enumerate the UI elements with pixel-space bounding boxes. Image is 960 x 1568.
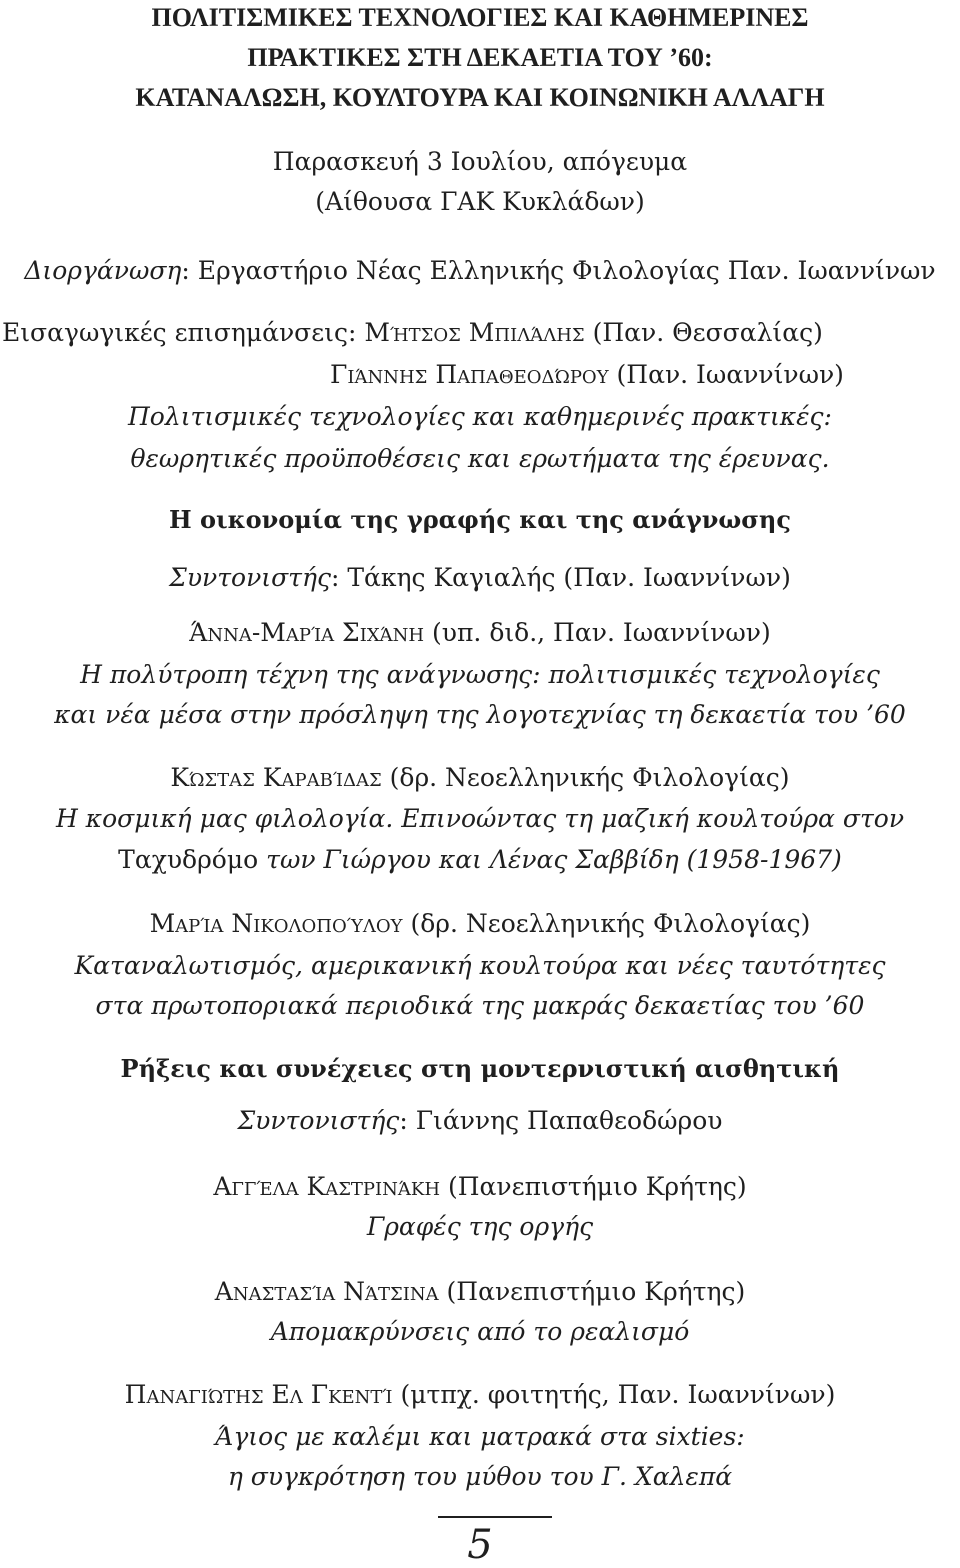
intro-speaker-2-name: Γιάννης Παπαθεοδώρου <box>330 360 609 389</box>
section-1-coordinator <box>0 562 960 594</box>
section-2-coordinator-text: : Γιάννης Παπαθεοδώρου <box>399 1106 723 1135</box>
talk-5-title: Απομακρύνσεις από το ρεαλισμό <box>270 1317 690 1346</box>
talk-2-affiliation: (δρ. Νεοελληνικής Φιλολογίας) <box>381 763 790 792</box>
talk-3-speaker: Μαρία Νικολοπούλου <box>149 909 403 938</box>
talk-5-speaker: Αναστασία Νάτσινα <box>214 1277 439 1306</box>
talk-3-title-line-2: στα πρωτοποριακά περιοδικά της μακράς δεκαετίας του ’60 <box>95 991 865 1020</box>
talk-1-speaker: Άννα-Μαρία Σιχάνη <box>189 618 425 647</box>
talk-1-affiliation: (υπ. διδ., Παν. Ιωαννίνων) <box>424 618 771 647</box>
talk-4-title: Γραφές της οργής <box>366 1212 594 1241</box>
talk-2-title-rest: των Γιώργου και Λένας Σαββίδη (1958-1967) <box>258 845 842 874</box>
talk-4-affiliation: (Πανεπιστήμιο Κρήτης) <box>440 1172 747 1201</box>
section-2-heading: Ρήξεις και συνέχειες στη μοντερνιστική αισθητική <box>120 1054 840 1083</box>
intro-title-line-1: Πολιτισμικές τεχνολογίες και καθημερινές πρακτικές: <box>128 402 832 431</box>
section-2-coordinator-label: Συντονιστής <box>237 1106 400 1135</box>
talk-2-speaker-line <box>0 762 960 794</box>
section-2-coordinator <box>0 1105 960 1137</box>
talk-6-title-line-2: η συγκρότηση του μύθου του Γ. Χαλεπά <box>227 1462 733 1491</box>
intro-line-1 <box>2 317 823 349</box>
section-1-coordinator-label: Συντονιστής <box>169 563 331 592</box>
talk-1-speaker-line <box>0 617 960 649</box>
page-number-rule <box>438 1516 552 1518</box>
intro-title-line-2: θεωρητικές προϋποθέσεις και ερωτήματα της έρευνας. <box>130 444 830 473</box>
talk-6-title-line-1: Άγιος με καλέμι και ματρακά στα sixties: <box>215 1422 745 1451</box>
conference-title-line-1: ΠΟΛΙΤΙΣΜΙΚΕΣ ΤΕΧΝΟΛΟΓΙΕΣ ΚΑΙ ΚΑΘΗΜΕΡΙΝΕΣ <box>151 3 809 32</box>
organization-label: Διοργάνωση <box>24 256 182 285</box>
talk-6-speaker: Παναγιώτης Ελ Γκεντί <box>124 1380 393 1409</box>
session-room: (Αίθουσα ΓΑΚ Κυκλάδων) <box>315 187 645 216</box>
talk-6-affiliation: (μτπχ. φοιτητής, Παν. Ιωαννίνων) <box>392 1380 836 1409</box>
talk-2-title-periodical: Ταχυδρόμο <box>118 845 259 874</box>
conference-title-line-2: ΠΡΑΚΤΙΚΕΣ ΣΤΗ ΔΕΚΑΕΤΙΑ ΤΟΥ ’60: <box>247 43 713 72</box>
talk-1-title-line-2: και νέα μέσα στην πρόσληψη της λογοτεχνίας τη δεκαετία του ’60 <box>54 700 906 729</box>
section-1-heading: Η οικονομία της γραφής και της ανάγνωσης <box>169 505 791 534</box>
talk-3-affiliation: (δρ. Νεοελληνικής Φιλολογίας) <box>402 909 811 938</box>
organization-line <box>0 255 960 287</box>
intro-label: Εισαγωγικές επισημάνσεις: <box>2 318 365 347</box>
talk-6-speaker-line <box>0 1379 960 1411</box>
talk-3-title-line-1: Καταναλωτισμός, αμερικανική κουλτούρα και νέες ταυτότητες <box>74 951 886 980</box>
talk-2-title-line-2 <box>0 844 960 876</box>
talk-1-title-line-1: Η πολύτροπη τέχνη της ανάγνωσης: πολιτισμικές τεχνολογίες <box>80 660 880 689</box>
talk-2-title-line-1: Η κοσμική μας φιλολογία. Επινοώντας τη μαζική κουλτούρα στον <box>55 804 905 833</box>
section-1-coordinator-text: : Τάκης Καγιαλής (Παν. Ιωαννίνων) <box>331 563 791 592</box>
intro-speaker-2-affiliation: (Παν. Ιωαννίνων) <box>608 360 844 389</box>
talk-4-speaker-line <box>0 1171 960 1203</box>
talk-5-speaker-line <box>0 1276 960 1308</box>
talk-3-speaker-line <box>0 908 960 940</box>
intro-speaker-1-affiliation: (Παν. Θεσσαλίας) <box>584 318 823 347</box>
session-day: Παρασκευή 3 Ιουλίου, απόγευμα <box>272 147 688 176</box>
intro-line-2 <box>330 359 844 391</box>
talk-5-affiliation: (Πανεπιστήμιο Κρήτης) <box>438 1277 746 1306</box>
organization-text: : Εργαστήριο Νέας Ελληνικής Φιλολογίας Παν. Ιωαννίνων <box>181 256 936 285</box>
conference-title-line-3: ΚΑΤΑΝΑΛΩΣΗ, ΚΟΥΛΤΟΥΡΑ ΚΑΙ ΚΟΙΝΩΝΙΚΗ ΑΛΛΑΓΗ <box>135 83 825 112</box>
talk-4-speaker: Αγγέλα Καστρινάκη <box>213 1172 441 1201</box>
talk-2-speaker: Κώστας Καραβίδας <box>170 763 382 792</box>
page-number: 5 <box>467 1522 493 1568</box>
intro-speaker-1-name: Μήτσος Μπιλάλης <box>364 318 585 347</box>
